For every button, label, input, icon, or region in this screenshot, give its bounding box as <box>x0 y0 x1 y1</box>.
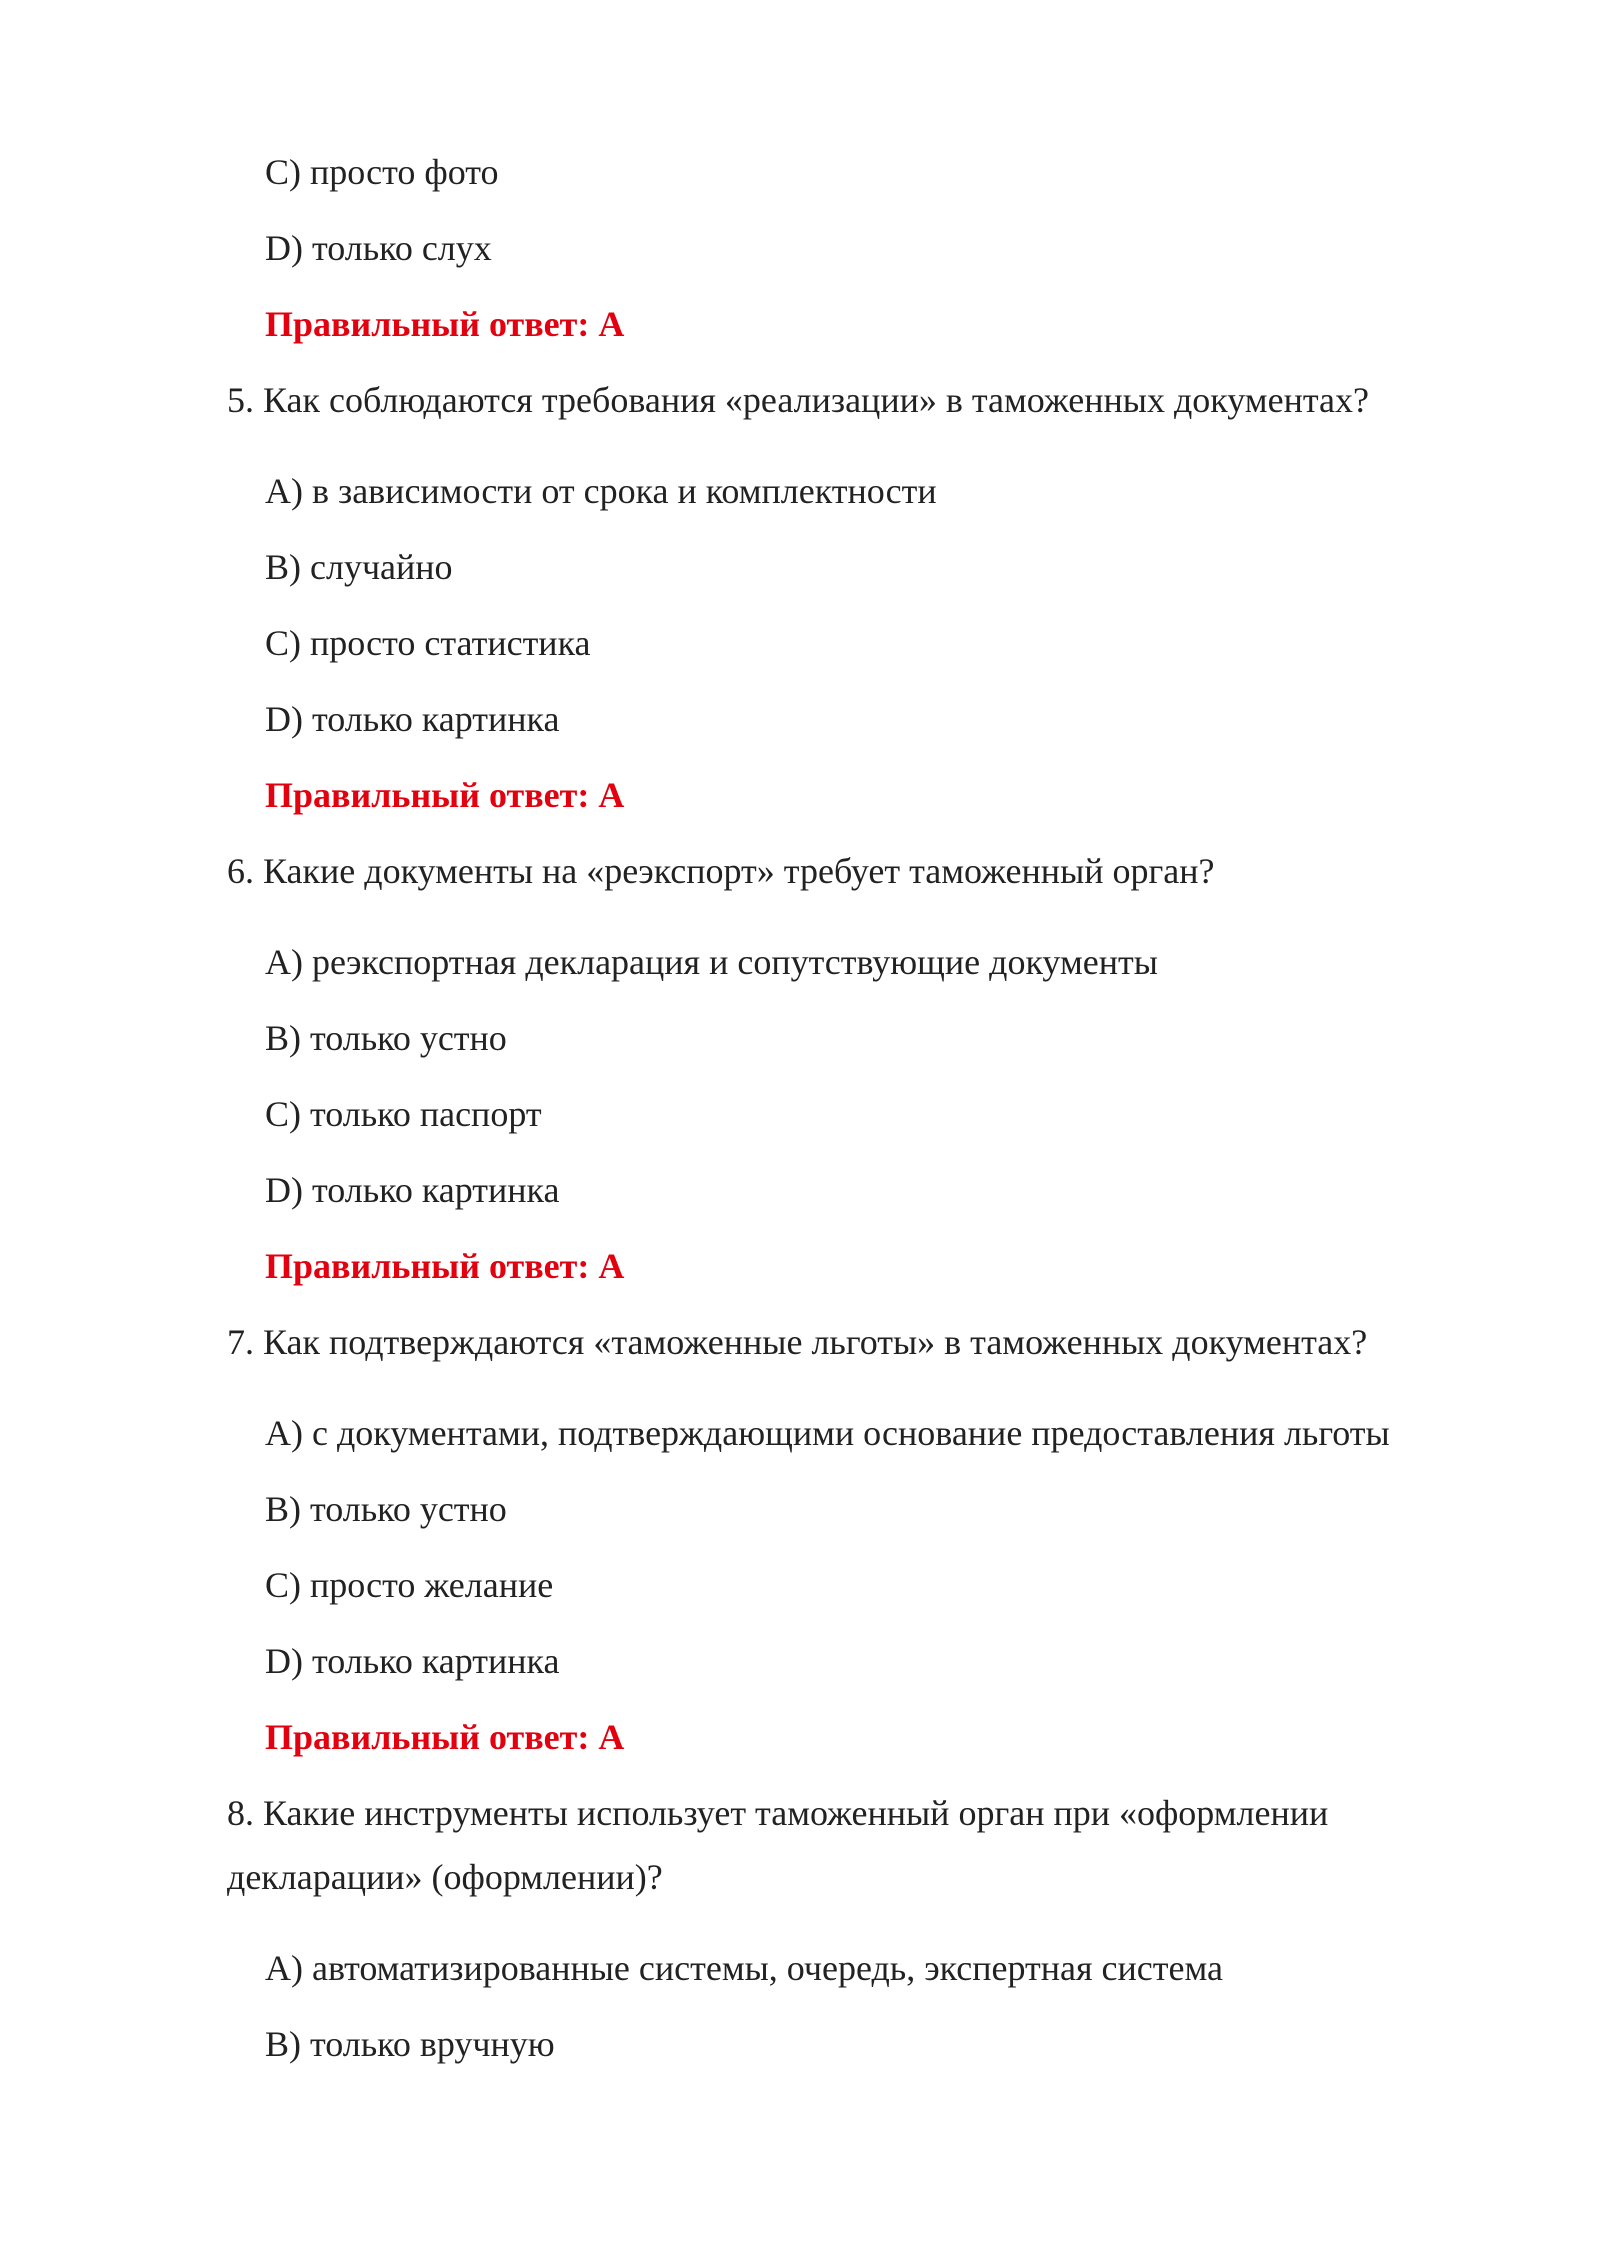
question-5-option-c: C) просто статистика <box>265 623 591 663</box>
option-d: D) только слух <box>265 228 492 268</box>
question-5-option-b: B) случайно <box>265 547 453 587</box>
question-8-line-2: декларации» (оформлении)? <box>227 1857 663 1897</box>
question-6-option-b: B) только устно <box>265 1018 507 1058</box>
question-5-correct-answer: Правильный ответ: А <box>265 775 625 815</box>
question-7-option-a: A) с документами, подтверждающими основание предоставления льготы <box>265 1413 1390 1453</box>
question-5-option-d: D) только картинка <box>265 699 560 739</box>
question-8-option-a: A) автоматизированные системы, очередь, экспертная система <box>265 1948 1223 1988</box>
question-6-correct-answer: Правильный ответ: А <box>265 1246 625 1286</box>
question-7-option-b: B) только устно <box>265 1489 507 1529</box>
question-7-option-d: D) только картинка <box>265 1641 560 1681</box>
question-5-option-a: A) в зависимости от срока и комплектности <box>265 471 937 511</box>
question-6-option-a: A) реэкспортная декларация и сопутствующие документы <box>265 942 1158 982</box>
question-5: 5. Как соблюдаются требования «реализации» в таможенных документах? <box>227 380 1369 420</box>
question-7-correct-answer: Правильный ответ: А <box>265 1717 625 1757</box>
question-6-option-d: D) только картинка <box>265 1170 560 1210</box>
question-6-option-c: C) только паспорт <box>265 1094 542 1134</box>
question-8-line-1: 8. Какие инструменты использует таможенный орган при «оформлении <box>227 1793 1329 1833</box>
question-6: 6. Какие документы на «реэкспорт» требует таможенный орган? <box>227 851 1215 891</box>
question-8-option-b: B) только вручную <box>265 2024 555 2064</box>
question-7-option-c: C) просто желание <box>265 1565 554 1605</box>
option-c: C) просто фото <box>265 152 499 192</box>
question-7: 7. Как подтверждаются «таможенные льготы» в таможенных документах? <box>227 1322 1368 1362</box>
correct-answer: Правильный ответ: А <box>265 304 625 344</box>
